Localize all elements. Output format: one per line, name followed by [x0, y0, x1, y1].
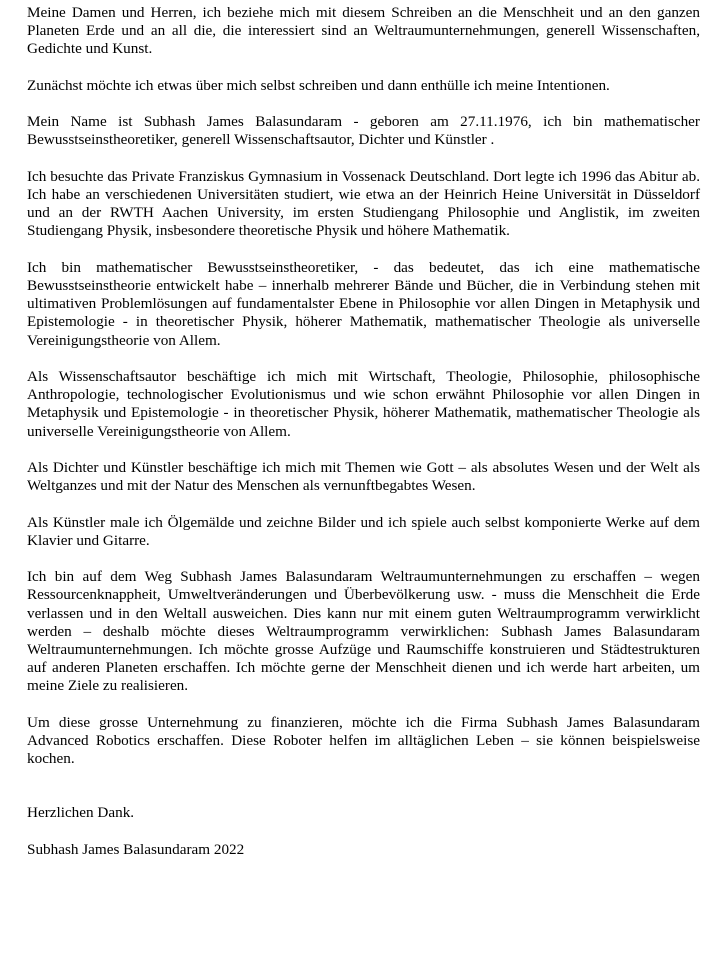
closing-line: Herzlichen Dank. [27, 804, 135, 822]
paragraph-salutation: Meine Damen und Herren, ich beziehe mich mit diesem Schreiben an die Menschheit und an den ganzen Planeten Erde und an all die, die interessiert sind an Weltraumunternehmungen, generell Wissenschaften, Gedichte und Kunst. [27, 4, 700, 58]
paragraph-introduction: Zunächst möchte ich etwas über mich selbst schreiben und dann enthülle ich meine Intentionen. [27, 76, 610, 94]
paragraph-painting-music: Als Künstler male ich Ölgemälde und zeichne Bilder und ich spiele auch selbst komponierte Werke auf dem Klavier und Gitarre. [27, 513, 700, 549]
paragraph-theory: Ich bin mathematischer Bewusstseinstheoretiker, - das bedeutet, das ich eine mathematische Bewusstseinstheorie entwickelt habe – innerhalb mehrerer Bände und Bücher, die in Verbindung stehen mit ultimativen Problemlösungen auf fundamentalster Ebene in Philosophie vor allen Dingen in Metaphysik und Epistemologie - in theoretischer Physik, höherer Mathematik, mathematischer Theologie als universelle Vereinigungstheorie von Allem. [27, 258, 700, 349]
paragraph-robotics: Um diese grosse Unternehmung zu finanzieren, möchte ich die Firma Subhash James Balasundaram Advanced Robotics erschaffen. Diese Roboter helfen im alltäglichen Leben – sie können beispielsweise kochen. [27, 713, 700, 768]
paragraph-education: Ich besuchte das Private Franziskus Gymnasium in Vossenack Deutschland. Dort legte ich 1996 das Abitur ab. Ich habe an verschiedenen Universitäten studiert, wie etwa an der Heinrich Heine Universität in Düsseldorf und an der RWTH Aachen University, im ersten Studiengang Philosophie und Anglistik, im zweiten Studiengang Physik, insbesondere theoretische Physik und höhere Mathematik. [27, 167, 700, 240]
signature-line: Subhash James Balasundaram 2022 [27, 840, 245, 858]
paragraph-space-program: Ich bin auf dem Weg Subhash James Balasundaram Weltraumunternehmungen zu erschaffen – wegen Ressourcenknappheit, Umweltveränderungen und Überbevölkerung usw. - muss die Menschheit die Erde verlassen und in den Weltall ausweichen. Dies kann nur mit einem guten Weltraumprogramm verwirklicht werden – deshalb möchte dieses Weltraumprogramm verwirklichen: Subhash James Balasundaram Weltraumunternehmungen. Ich möchte grosse Aufzüge und Raumschiffe konstruieren und Städtestrukturen auf anderen Planeten erschaffen. Ich möchte gerne der Menschheit dienen und ich werde hart arbeiten, um meine Ziele zu realisieren. [27, 568, 700, 695]
letter-document [27, 4, 700, 859]
paragraph-science-author: Als Wissenschaftsautor beschäftige ich mich mit Wirtschaft, Theologie, Philosophie, philosophische Anthropologie, technologischer Evolutionismus und wie schon erwähnt Philosophie vor allen Dingen in Metaphysik und Epistemologie - in theoretischer Physik, höherer Mathematik, mathematischer Theologie als universelle Vereinigungstheorie von Allem. [27, 367, 700, 440]
paragraph-poet-artist: Als Dichter und Künstler beschäftige ich mich mit Themen wie Gott – als absolutes Wesen und der Welt als Weltganzes und mit der Natur des Menschen als vernunftbegabtes Wesen. [27, 458, 700, 495]
paragraph-name: Mein Name ist Subhash James Balasundaram - geboren am 27.11.1976, ich bin mathematischer Bewusstseinstheoretiker, generell Wissenschaftsautor, Dichter und Künstler . [27, 113, 700, 149]
